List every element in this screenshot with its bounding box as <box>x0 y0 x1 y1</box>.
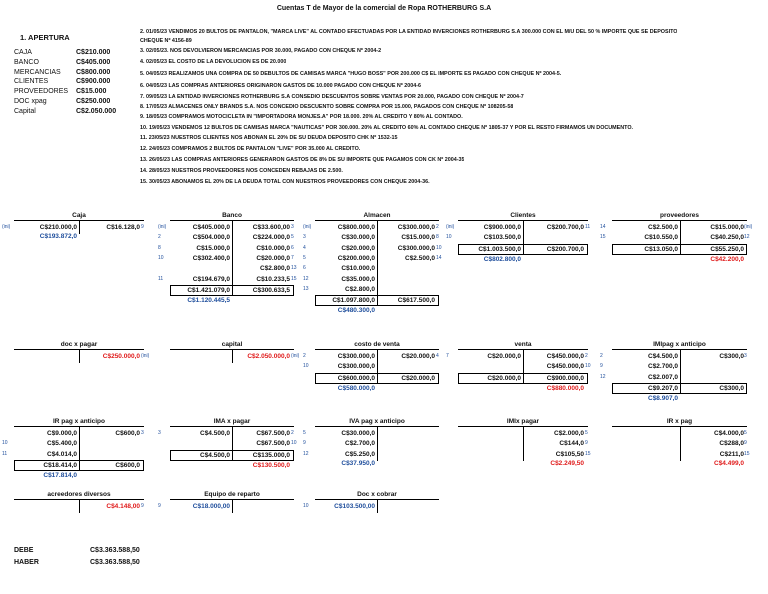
t-account <box>14 341 150 421</box>
credit-ref: 3 <box>744 353 747 359</box>
t-account <box>600 341 747 421</box>
t-account-name: IMIpag x anticipo <box>653 341 706 348</box>
credit-amount <box>379 362 435 371</box>
debit-amount <box>614 429 678 438</box>
credit-ref: 15 <box>744 450 750 457</box>
t-account-name: venta <box>514 341 532 348</box>
debit-amount <box>614 450 678 459</box>
credit-ref: 10 <box>585 363 591 370</box>
debit-ref: (ini) <box>158 224 167 230</box>
transaction-line: 4. 02/05/23 EL COSTO DE LA DEVOLUCION ES DE 20.000 <box>140 59 287 65</box>
credit-amount: C$10.000,0 <box>256 244 290 252</box>
t-account-name: Equipo de reparto <box>204 491 260 498</box>
t-account-name: IMIx pagar <box>506 418 540 425</box>
credit-amount: C$211,0 <box>719 450 744 458</box>
credit-amount: C$20.000,0 <box>256 254 290 262</box>
credit-ref: 3 <box>291 224 294 230</box>
apertura-label: PROVEEDORES <box>14 88 69 96</box>
debit-amount: C$35.000,0 <box>341 275 375 283</box>
credit-amount: C$40.250,0 <box>710 234 744 242</box>
subtotal-divider <box>377 373 378 384</box>
credit-ref: 3 <box>141 430 144 436</box>
credit-amount: C$33.600,00 <box>252 224 290 231</box>
credit-amount: C$15.000,0 <box>401 234 435 242</box>
t-account-divider <box>377 499 378 513</box>
subtotal-credit: C$300,0 <box>719 384 744 392</box>
subtotal-credit: C$135.000,0 <box>252 451 290 459</box>
debit-ref: 11 <box>2 450 8 457</box>
debit-ref: 12 <box>600 373 606 380</box>
debit-amount: C$194.679,0 <box>192 275 230 283</box>
debit-amount: C$302.400,0 <box>192 254 230 262</box>
debit-ref: 10 <box>2 440 8 447</box>
debit-amount: C$2.700,0 <box>345 440 375 448</box>
credit-ref: 5 <box>291 234 294 241</box>
apertura-label: CAJA <box>14 49 32 56</box>
debit-amount <box>460 439 521 448</box>
transaction-line: CHEQUE Nº 4156-89 <box>140 38 192 44</box>
debit-ref: 3 <box>158 430 161 436</box>
t-account-name: Clientes <box>510 212 536 219</box>
debit-amount: C$800.000,0 <box>337 224 375 231</box>
debit-amount: C$9.000,0 <box>47 430 77 437</box>
debit-amount: C$10.550,0 <box>644 234 678 242</box>
debit-ref: (ini) <box>303 224 312 230</box>
transaction-line: 2. 01/05/23 VENDIMOS 20 BULTOS DE PANTALON, "MARCA LIVE" AL CONTADO EFECTUADAS POR LA ENTIDAD INVERCIONES ROTHERBURG S.A 300.000 CON EL M/U DEL 50 % IMPORTE QUE SE DEPOSITO <box>140 29 678 35</box>
t-account-name: IMA x pagar <box>213 418 251 425</box>
credit-ref: 5 <box>744 430 747 436</box>
debit-amount: C$300.000,0 <box>337 353 375 360</box>
credit-ref: 8 <box>436 234 439 241</box>
subtotal-divider <box>523 244 524 255</box>
debit-ref: 2 <box>303 353 306 359</box>
t-account <box>170 341 300 421</box>
debit-ref: 15 <box>600 234 606 241</box>
apertura-value: C$900.000 <box>76 78 111 86</box>
credit-ref: (ini) <box>141 353 150 359</box>
debit-amount <box>460 429 521 438</box>
subtotal-divider <box>377 295 378 306</box>
credit-ref: 2 <box>436 224 439 230</box>
transaction-line: 8. 17/05/23 ALMACENES ONLY BRANDS S.A. NOS CONCEDIO DESCUENTO SOBRE COMPRA POR 15.000, PAGADOS CON CHEQUE Nº 108205-58 <box>140 104 514 110</box>
debit-amount <box>16 502 77 511</box>
credit-amount: C$300.000,0 <box>397 224 435 231</box>
t-account-divider <box>680 426 681 461</box>
credit-ref: 5 <box>585 430 588 436</box>
debit-ref: 9 <box>158 503 161 509</box>
apertura-label: BANCO <box>14 58 39 66</box>
credit-amount: C$10.233,5 <box>256 275 290 283</box>
t-account-divider <box>377 220 378 304</box>
debit-amount: C$210.000,0 <box>39 224 77 231</box>
t-account-name: capital <box>221 341 243 348</box>
t-account-balance: C$193.872,0 <box>39 233 77 241</box>
apertura-heading: 1. APERTURA <box>20 33 70 42</box>
credit-ref: 2 <box>585 353 588 359</box>
debit-ref: 3 <box>303 234 306 241</box>
t-account <box>303 491 439 571</box>
credit-amount <box>682 362 744 371</box>
t-account-divider <box>377 426 378 461</box>
debit-ref: 12 <box>303 275 309 282</box>
t-account-name: Almacen <box>363 212 391 219</box>
subtotal-debit: C$1.003.500,0 <box>478 245 521 253</box>
t-account <box>303 418 439 498</box>
apertura-value: C$405.000 <box>76 58 111 66</box>
subtotal-divider <box>232 450 233 461</box>
transaction-line: 12. 24/05/23 COMPRAMOS 2 BULTOS DE PANTALON "LIVE" POR 35.000 AL CREDITO. <box>140 146 361 152</box>
t-account-divider <box>79 220 80 234</box>
credit-ref: 9 <box>585 440 588 447</box>
debit-ref: 2 <box>600 353 603 359</box>
debit-ref: 12 <box>303 450 309 457</box>
debit-ref: (ini) <box>2 224 11 230</box>
transaction-line: 9. 18/05/23 COMPRAMOS MOTOCICLETA IN "IMPORTADORA MONJES.A" POR 18.000. 20% AL CREDITO Y 80% AL CONTADO. <box>140 114 463 120</box>
credit-amount <box>379 439 435 448</box>
subtotal-debit: C$4.500,0 <box>200 451 230 459</box>
total-haber-value: C$3.363.588,50 <box>90 559 140 566</box>
t-account-balance: C$480.300,0 <box>337 307 375 315</box>
t-account-divider <box>232 349 233 363</box>
apertura-value: C$15.000 <box>76 88 107 96</box>
debit-ref: 8 <box>158 244 161 251</box>
subtotal-debit: C$20.000,0 <box>487 374 521 382</box>
subtotal-debit: C$13.050,0 <box>644 245 678 253</box>
t-account-name: costo de venta <box>354 341 400 348</box>
t-account-name: IR x pag <box>666 418 693 425</box>
t-account <box>158 212 297 304</box>
credit-amount: C$67.500,0 <box>256 430 290 437</box>
subtotal-credit: C$900.000,0 <box>546 374 584 382</box>
credit-amount: C$200.700,0 <box>546 224 584 231</box>
debit-ref: 5 <box>303 430 306 436</box>
t-account-balance: C$37.950,0 <box>341 459 375 467</box>
credit-amount: C$450.000,0 <box>546 353 584 360</box>
debit-amount: C$300.000,0 <box>337 363 375 371</box>
debit-amount <box>460 362 521 371</box>
t-account-name: Banco <box>222 212 242 219</box>
apertura-label: CLIENTES <box>14 78 49 86</box>
page-title: Cuentas T de Mayor de la comercial de Ropa ROTHERBURG S.A <box>276 5 492 12</box>
transaction-line: 3. 02/05/23. NOS DEVOLVIERON MERCANCIAS POR 30.000, PAGADO CON CHEQUE Nº 2004-2 <box>140 48 382 54</box>
credit-amount <box>234 502 290 511</box>
t-account-balance: C$802.800,0 <box>483 255 521 263</box>
credit-ref: (ini) <box>291 353 300 359</box>
t-account <box>2 418 144 498</box>
debit-ref: 9 <box>600 363 603 370</box>
apertura-value: C$800.000 <box>76 68 111 76</box>
credit-amount: C$16.128,0 <box>106 224 140 231</box>
total-debe-value: C$3.363.588,50 <box>90 547 140 554</box>
debit-amount: C$15.000,0 <box>196 244 230 252</box>
debit-amount: C$2.800,0 <box>345 285 375 293</box>
debit-ref: 10 <box>303 503 309 509</box>
t-account-divider <box>523 426 524 461</box>
debit-amount: C$5.400,0 <box>47 440 77 448</box>
debit-ref: 10 <box>158 254 164 261</box>
debit-amount: C$10.000,0 <box>341 265 375 273</box>
debit-amount: C$5.250,0 <box>345 450 375 458</box>
subtotal-debit: C$600.000,0 <box>337 374 375 382</box>
credit-ref: 13 <box>291 265 297 272</box>
credit-amount <box>682 373 744 382</box>
credit-amount <box>379 264 435 273</box>
subtotal-divider <box>680 244 681 255</box>
t-account-name: acreedores diversos <box>47 491 111 498</box>
apertura-value: C$2.050.000 <box>76 107 117 115</box>
debit-ref: 9 <box>303 440 306 447</box>
debit-amount <box>172 352 230 361</box>
apertura-value: C$210.000 <box>76 49 111 56</box>
debit-amount: C$103.500,00 <box>334 503 375 510</box>
credit-amount <box>379 275 435 284</box>
t-account <box>2 212 144 292</box>
subtotal-credit: C$200.700,0 <box>546 245 584 253</box>
subtotal-credit: C$20.000,0 <box>401 374 435 382</box>
credit-amount: C$2.050.000,0 <box>247 353 290 360</box>
subtotal-credit: C$617.500,0 <box>397 297 435 305</box>
transaction-line: 7. 09/05/23 LA ENTIDAD INVERCIONES ROTHERBURG S.A CONSEDIO DESCUENTOS SOBRE VENTAS POR 20.000, PAGADO CON CHEQUE Nº 2004-7 <box>140 94 524 100</box>
debit-amount: C$2.700,0 <box>648 363 678 371</box>
credit-amount <box>379 450 435 459</box>
credit-ref: 14 <box>436 254 442 261</box>
debit-ref: 2 <box>158 234 161 241</box>
t-account-balance: C$2.249,50 <box>550 459 584 467</box>
credit-amount: C$4.148,00 <box>106 503 140 510</box>
subtotal-divider <box>79 460 80 471</box>
debit-amount: C$200.000,0 <box>337 254 375 262</box>
debit-ref: 14 <box>600 224 606 230</box>
debit-amount <box>172 264 230 273</box>
debit-amount: C$30.000,0 <box>341 430 375 437</box>
debit-amount: C$103.500,0 <box>483 234 521 242</box>
t-account <box>303 212 442 315</box>
credit-amount: C$15.000,0 <box>710 224 744 231</box>
debit-ref: 10 <box>303 363 309 370</box>
debit-amount: C$2.500,0 <box>648 224 678 231</box>
credit-ref: 10 <box>436 244 442 251</box>
subtotal-divider <box>680 383 681 394</box>
credit-amount: C$288,0 <box>719 440 744 448</box>
t-account-divider <box>79 499 80 513</box>
apertura-value: C$250.000 <box>76 98 111 105</box>
t-account-divider <box>232 220 233 294</box>
credit-amount: C$250.000,0 <box>102 353 140 360</box>
t-account-divider <box>232 499 233 513</box>
subtotal-debit: C$9.207,0 <box>648 384 678 392</box>
credit-amount <box>81 450 140 459</box>
t-account-name: IR pag x anticipo <box>52 418 105 425</box>
debit-ref: 4 <box>303 244 306 251</box>
t-account-balance: C$42.200,0 <box>710 255 744 263</box>
credit-ref: 7 <box>291 254 294 261</box>
transaction-line: 6. 04/05/23 LAS COMPRAS ANTERIORES ORIGINARON GASTOS DE 10.000 PAGADO CON CHEQUE Nº 2004-6 <box>140 83 422 89</box>
total-haber-label: HABER <box>14 559 39 566</box>
credit-amount: C$600,0 <box>115 430 140 437</box>
t-account <box>158 418 297 498</box>
credit-ref: 9 <box>141 503 144 509</box>
credit-amount: C$144,0 <box>559 440 584 448</box>
credit-ref: 10 <box>291 440 297 447</box>
debit-amount: C$900.000,0 <box>483 224 521 231</box>
credit-amount <box>81 439 140 448</box>
credit-ref: 12 <box>744 234 750 241</box>
apertura-label: DOC xpag <box>14 98 47 105</box>
t-account-name: doc x pagar <box>60 341 98 348</box>
credit-amount <box>379 429 435 438</box>
transaction-line: 5. 04/05/23 REALIZAMOS UNA COMPRA DE 50 DEBULTOS DE CAMISAS MARCA "HUGO BOSS" POR 200.000 C$ EL IMPORTE ES PAGADO CON CHEQUE Nº 2004-5. <box>140 71 562 77</box>
debit-ref: 13 <box>303 285 309 292</box>
credit-amount: C$224.000,0 <box>252 234 290 242</box>
debit-amount: C$20.000,0 <box>341 244 375 252</box>
credit-amount: C$4.000,0 <box>714 430 744 437</box>
credit-ref: 6 <box>291 244 294 251</box>
t-account <box>446 341 591 421</box>
t-account-balance: C$130.500,0 <box>252 461 290 469</box>
debit-amount: C$2.007,0 <box>648 373 678 381</box>
t-account-balance: C$880.000,0 <box>546 384 584 392</box>
t-account-name: IVA pag x anticipo <box>349 418 405 425</box>
subtotal-divider <box>523 373 524 384</box>
debit-ref: 5 <box>303 254 306 261</box>
t-account <box>446 212 591 292</box>
debit-amount: C$4.014,0 <box>47 450 77 458</box>
credit-amount: C$2.500,0 <box>405 254 435 262</box>
debit-ref: (ini) <box>446 224 455 230</box>
t-account <box>303 341 439 421</box>
debit-amount <box>16 352 77 361</box>
debit-amount: C$4.500,0 <box>200 430 230 437</box>
debit-amount: C$20.000,0 <box>487 353 521 360</box>
credit-ref: 9 <box>744 440 747 447</box>
credit-ref: (ini) <box>744 224 753 230</box>
total-debe-label: DEBE <box>14 547 34 554</box>
credit-amount: C$2.800,0 <box>260 265 290 273</box>
debit-ref: 6 <box>303 265 306 272</box>
debit-ref: 10 <box>446 234 452 241</box>
subtotal-credit: C$300.633,5 <box>252 286 290 294</box>
credit-amount: C$2.000,0 <box>554 430 584 437</box>
credit-amount: C$450.000,0 <box>546 363 584 371</box>
credit-ref: 15 <box>291 275 297 282</box>
subtotal-divider <box>232 285 233 296</box>
credit-amount: C$67.500,0 <box>256 440 290 448</box>
debit-amount: C$30.000,0 <box>341 234 375 242</box>
transaction-line: 15. 30/05/23 ABONAMOS EL 20% DE LA DEUDA TOTAL CON NUESTROS PROVEEDORES CON CHEQUE 2004-36. <box>140 179 430 185</box>
debit-ref: 7 <box>446 353 449 359</box>
credit-amount: C$300.000,0 <box>397 244 435 252</box>
t-account-balance: C$4.499,0 <box>714 459 744 467</box>
t-account-divider <box>79 349 80 363</box>
transaction-line: 10. 19/05/23 VENDEMOS 12 BULTOS DE CAMISAS MARCA "NAUTICAS" POR 300.000. 20% AL CREDITO 60% AL CONTADO CHEQUE Nº 1805-37 Y POR EL RESTO FIRMAMOS UN DOCUMENTO. <box>140 125 634 131</box>
t-account-name: Doc x cobrar <box>357 491 397 498</box>
t-account-balance: C$580.000,0 <box>337 384 375 392</box>
credit-ref: 9 <box>141 224 144 230</box>
debit-amount: C$18.000,00 <box>192 503 230 510</box>
credit-amount: C$105,50 <box>555 450 584 458</box>
transaction-line: 11. 23/05/23 NUESTROS CLIENTES NOS ABONAN EL 20% DE SU DEUDA DEPOSITO CHK Nº 1532-15 <box>140 135 398 141</box>
t-account <box>612 418 750 498</box>
t-account-balance: C$17.814,0 <box>43 471 77 479</box>
debit-ref: 11 <box>158 275 164 282</box>
credit-amount: C$20.000,0 <box>401 353 435 360</box>
debit-amount <box>172 439 230 448</box>
subtotal-credit: C$600,0 <box>115 461 140 469</box>
credit-amount <box>525 233 584 242</box>
subtotal-debit: C$1.097.800,0 <box>332 297 375 305</box>
credit-ref: 15 <box>585 450 591 457</box>
debit-amount <box>460 450 521 459</box>
t-account-name: Caja <box>72 212 86 219</box>
subtotal-credit: C$55.250,0 <box>710 245 744 253</box>
subtotal-debit: C$18.414,0 <box>43 461 77 469</box>
apertura-label: Capital <box>14 107 36 115</box>
t-account-name: proveedores <box>659 212 700 219</box>
transaction-line: 14. 28/05/23 NUESTROS PROVEEDORES NOS CONCEDEN REBAJAS DE 2.500. <box>140 168 343 174</box>
debit-amount <box>614 439 678 448</box>
t-account <box>158 491 294 571</box>
debit-amount: C$4.500,0 <box>648 353 678 360</box>
t-account <box>600 212 753 292</box>
t-account-balance: C$8.907,0 <box>648 394 678 402</box>
credit-ref: 4 <box>436 353 439 359</box>
credit-amount: C$300,0 <box>719 353 744 360</box>
debit-amount: C$504.000,0 <box>192 234 230 242</box>
credit-amount <box>379 502 435 511</box>
credit-ref: 2 <box>291 430 294 436</box>
debit-amount: C$405.000,0 <box>192 224 230 231</box>
subtotal-debit: C$1.421.079,0 <box>187 286 230 294</box>
credit-amount <box>379 285 435 294</box>
t-account <box>458 418 591 498</box>
credit-ref: 11 <box>585 224 591 230</box>
transaction-line: 13. 26/05/23 LAS COMPRAS ANTERIORES GENERARON GASTOS DE 8% DE SU IMPORTE QUE PAGAMOS CON CK Nº 2004-35 <box>140 157 465 163</box>
apertura-label: MERCANCIAS <box>14 68 61 76</box>
t-account-balance: C$1.120.445,5 <box>187 296 230 304</box>
